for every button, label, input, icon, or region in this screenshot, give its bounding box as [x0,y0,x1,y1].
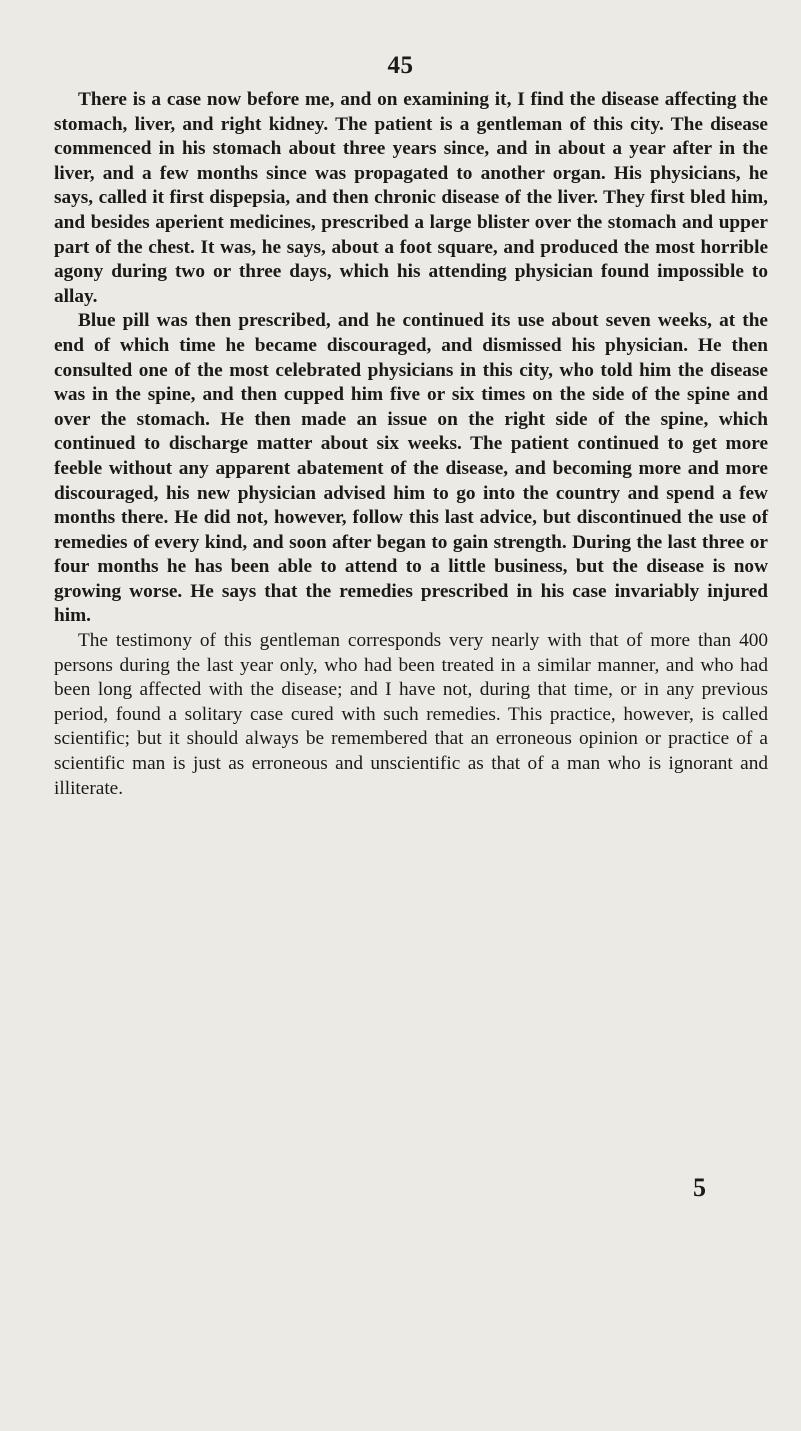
page-number: 45 [387,52,414,79]
body-text [54,88,768,801]
paragraph-2: Blue pill was then prescribed, and he continued its use about seven weeks, at the end of which time he became discouraged, and dismissed his physician. He then consulted one of the most celebrated physicians in this city, who told him the disease was in the spine, and then cupped him five or six times on the side of the spine and over the stomach. He then made an issue on the right side of the spine, which continued to discharge matter about six weeks. The patient continued to get more feeble without any apparent abatement of the disease, and becoming more and more discouraged, his new physician advised him to go into the country and spend a few months there. He did not, however, follow this last advice, but discontinued the use of remedies of every kind, and soon after began to gain strength. During the last three or four months he has been able to attend to a little business, but the disease is now growing worse. He says that the remedies prescribed in his case invariably injured him. [54,310,768,627]
paragraph-3: The testimony of this gentleman corresponds very nearly with that of more than 400 persons during the last year only, who had been treated in a similar manner, and who had been long affected with the disease; and I have not, during that time, or in any previous period, found a solitary case cured with such remedies. This practice, however, is called scientific; but it should always be remembered that an erroneous opinion or practice of a scientific man is just as erroneous and unscientific as that of a man who is ignorant and illiterate. [54,630,768,799]
paragraph-1: There is a case now before me, and on examining it, I find the disease affecting the stomach, liver, and right kidney. The patient is a gentleman of this city. The disease commenced in his stomach about three years since, and in about a year after in the liver, and a few months since was propagated to another organ. His physicians, he says, called it first dispepsia, and then chronic disease of the liver. They first bled him, and besides aperient medicines, prescribed a large blister over the stomach and upper part of the chest. It was, he says, about a foot square, and produced the most horrible agony during two or three days, which his attending physician found impossible to allay. [54,89,768,307]
signature-mark: 5 [693,1173,706,1202]
